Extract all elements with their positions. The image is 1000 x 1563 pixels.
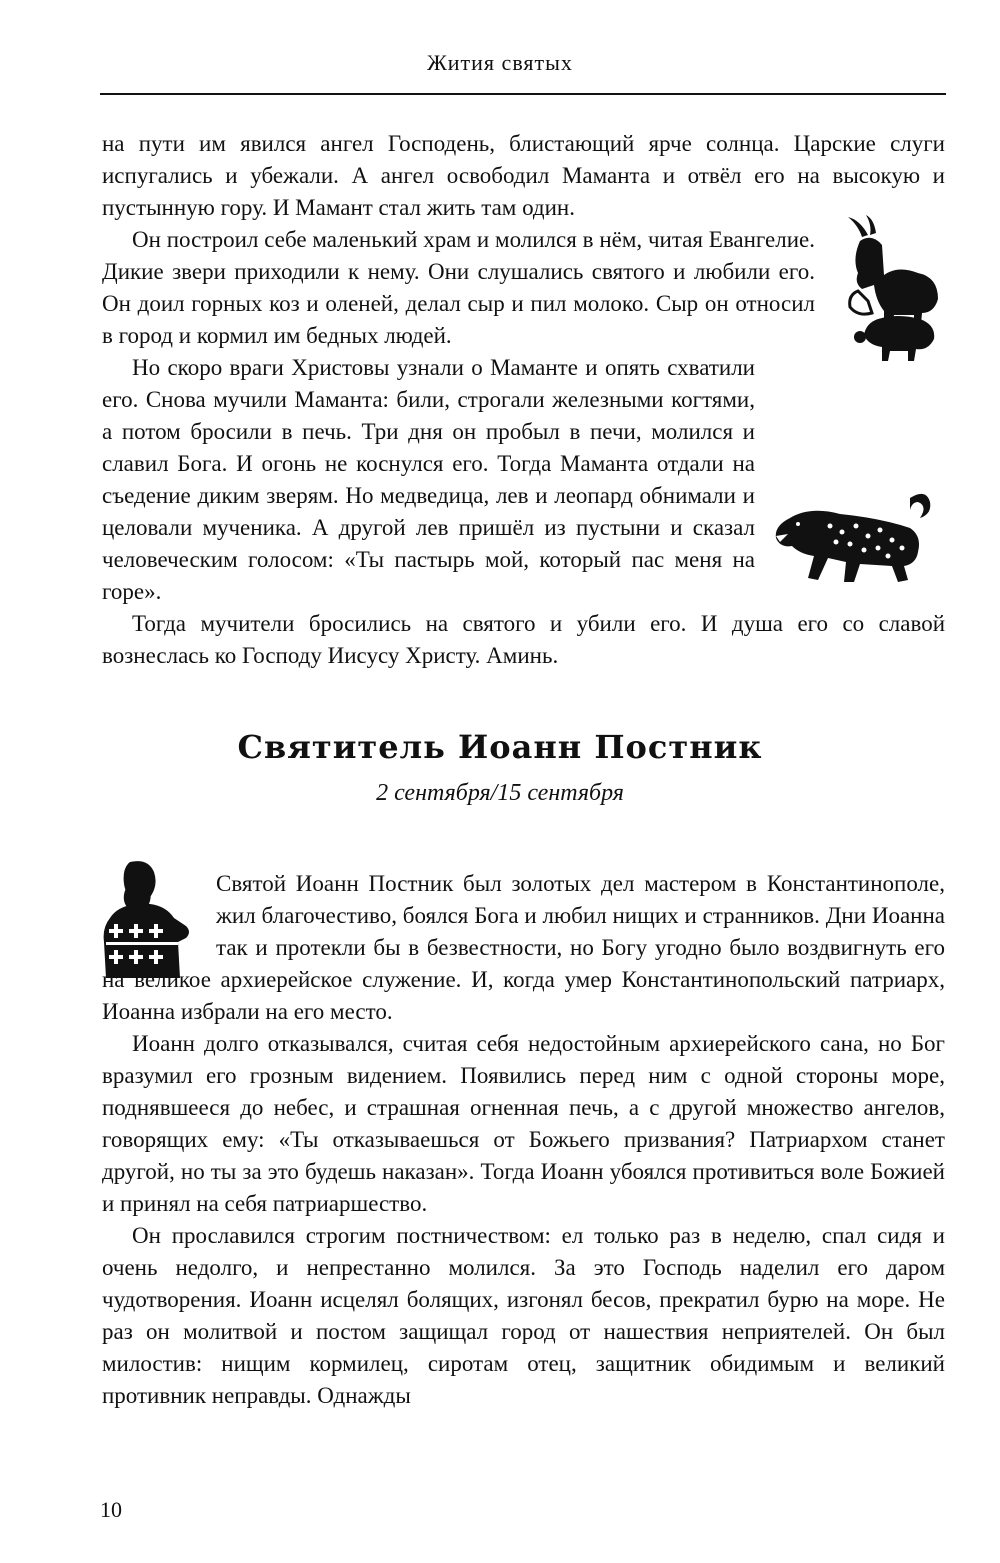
paragraph: Но скоро враги Христовы узнали о Маманте и опять схватили его. Снова мучили Маманта: били, строгали железными когтями, а потом бросили в печь. Три дня он пробыл в печи, молился и славил Бога. И огонь не коснулся его. Тогда Маманта отдали на съедение диким зверям. Но медведица, лев и леопард обнимали и целовали мученика. А другой лев пришёл из пустыни и сказал человеческим голосом: «Ты пастырь мой, который пас меня на горе». [102, 355, 755, 604]
paragraph: на пути им явился ангел Господень, блистающий ярче солнца. Царские слуги испугались и убежали. А ангел освободил Маманта и отвёл его на высокую и пустынную гору. И Мамант стал жить там один. [102, 131, 945, 220]
running-head: Жития святых [427, 50, 573, 75]
paragraph: Иоанн долго отказывался, считая себя недостойным архиерейского сана, но Бог вразумил его грозным видением. Появились перед ним с одной стороны море, поднявшееся до небес, и страшная огненная печь, а с другой множество ангелов, говорящих ему: «Ты отказываешься от Божьего призвания? Патриархом станет другой, но ты за это будешь наказан». Тогда Иоанн убоялся противиться воле Божией и принял на себя патриаршество. [102, 1031, 945, 1216]
header-rule [100, 93, 946, 95]
page-number: 10 [100, 1497, 122, 1522]
paragraph: Он построил себе маленький храм и молился в нём, читая Евангелие. Дикие звери приходили к нему. Они слушались святого и любили его. Он доил горных коз и оленей, делал сыр и пил молоко. Сыр он относил в город и кормил им бедных людей. [102, 227, 815, 348]
section1-text [102, 128, 945, 672]
feast-date: 2 сентября/15 сентября [376, 780, 624, 806]
paragraph: Он прославился строгим постничеством: ел только раз в неделю, спал сидя и очень недолго, и непрестанно молился. За это Господь наделил его даром чудотворения. Иоанн исцелял болящих, изгонял бесов, прекратил бурю на море. Не раз он молитвой и постом защищал город от нашествия неприятелей. Он был милостив: нищим кормилец, сиротам отец, защитник обидимым и великий противник неправды. Однажды [102, 1223, 945, 1408]
paragraph: Святой Иоанн Постник был золотых дел мастером в Константинополе, жил благочестиво, боялся Бога и любил нищих и странников. Дни Иоанна так и протекли бы в безвестности, но Богу угодно было воздвигнуть его на великое архиерейское служение. И, когда умер Константинопольский патриарх, Иоанна избрали на его место. [102, 871, 945, 1024]
section2-text [102, 868, 945, 1412]
paragraph: Тогда мучители бросились на святого и убили его. И душа его со славой вознеслась ко Господу Иисусу Христу. Аминь. [102, 611, 945, 668]
lion-illustration [770, 488, 940, 588]
goats-illustration [838, 215, 948, 365]
section-title: Святитель Иоанн Постник [237, 728, 763, 766]
